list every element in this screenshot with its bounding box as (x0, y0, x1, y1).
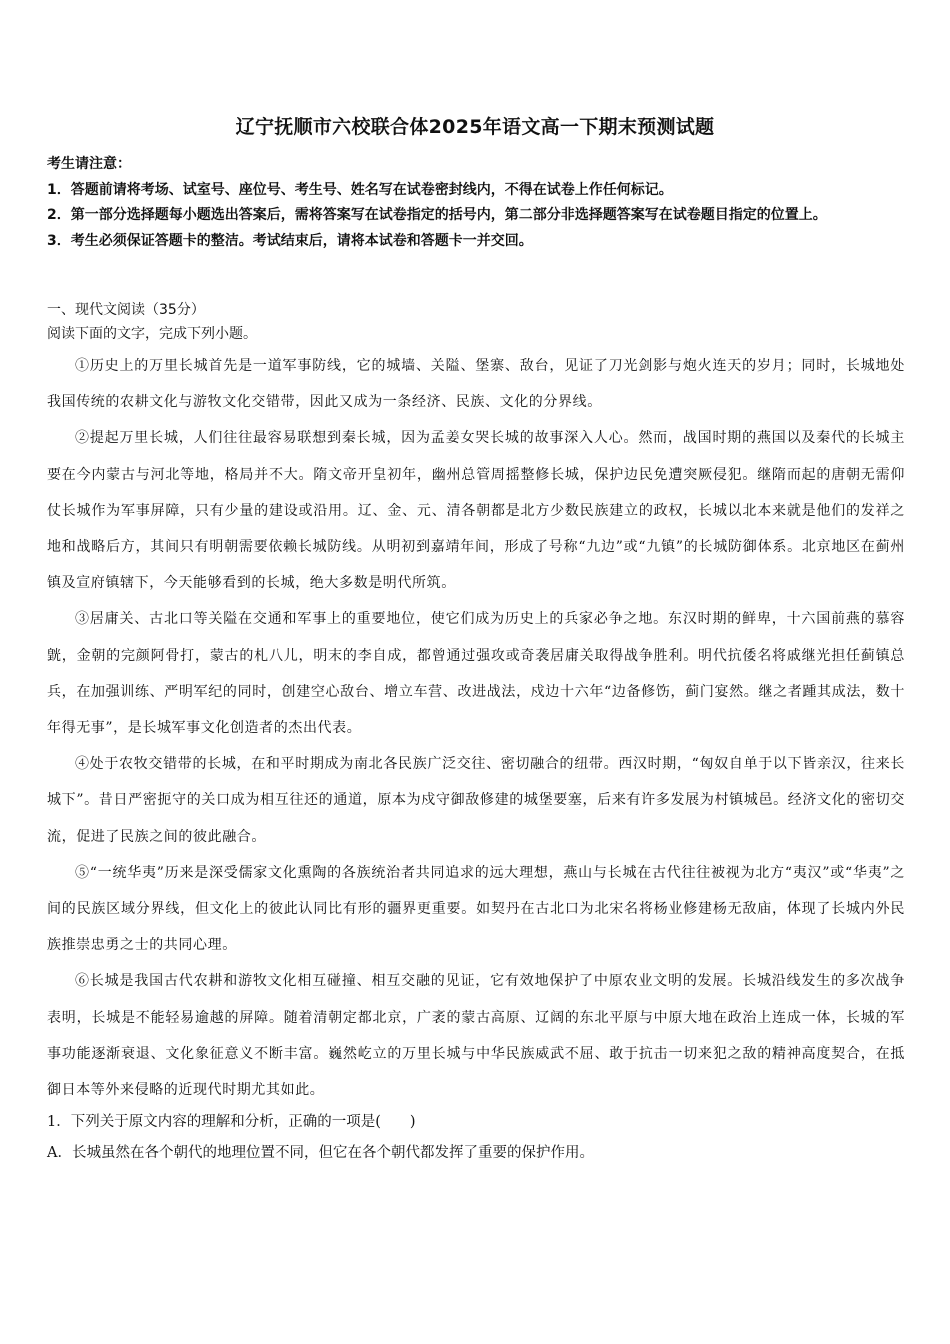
notice-heading: 考生请注意： (47, 156, 131, 172)
notice-item: 2．第一部分选择题每小题选出答案后，需将答案写在试卷指定的括号内，第二部分非选择题答案写在试卷题目指定的位置上。 (47, 207, 827, 223)
passage-paragraph-5: ⑤“一统华夷”历来是深受儒家文化熏陶的各族统治者共同追求的远大理想，燕山与长城在古代往往被视为北方“夷汉”或“华夷”之间的民族区域分界线，但文化上的彼此认同比有形的疆界更重要。如契丹在古北口为北宋名将杨业修建杨无敌庙，体现了长城内外民族推崇忠勇之士的共同心理。 (47, 864, 905, 954)
passage-paragraph-3: ③居庸关、古北口等关隘在交通和军事上的重要地位，使它们成为历史上的兵家必争之地。东汉时期的鲜卑，十六国前燕的慕容皝，金朝的完颜阿骨打，蒙古的札八儿，明末的李自成，都曾通过强攻或奇袭居庸关取得战争胜利。明代抗倭名将戚继光担任蓟镇总兵，在加强训练、严明军纪的同时，创建空心敌台、增立车营、改进战法，戍边十六年“边备修饬，蓟门宴然。继之者踵其成法，数十年得无事”，是长城军事文化创造者的杰出代表。 (47, 611, 905, 737)
section-instruction: 阅读下面的文字，完成下列小题。 (47, 326, 257, 342)
exam-title: 辽宁抚顺市六校联合体2025年语文高一下期末预测试题 (235, 116, 715, 138)
passage-paragraph-1: ①历史上的万里长城首先是一道军事防线，它的城墙、关隘、堡寨、敌台，见证了刀光剑影与炮火连天的岁月；同时，长城地处我国传统的农耕文化与游牧文化交错带，因此又成为一条经济、民族、文化的分界线。 (47, 358, 905, 411)
notice-item: 1．答题前请将考场、试室号、座位号、考生号、姓名写在试卷密封线内，不得在试卷上作任何标记。 (47, 181, 673, 198)
notice-item: 3．考生必须保证答题卡的整洁。考试结束后，请将本试卷和答题卡一并交回。 (47, 232, 533, 249)
passage-paragraph-2: ②提起万里长城，人们往往最容易联想到秦长城，因为孟姜女哭长城的故事深入人心。然而，战国时期的燕国以及秦代的长城主要在今内蒙古与河北等地，格局并不大。隋文帝开皇初年，幽州总管周摇整修长城，保护边民免遭突厥侵犯。继隋而起的唐朝无需仰仗长城作为军事屏障，只有少量的建设或沿用。辽、金、元、清各朝都是北方少数民族建立的政权，长城以北本来就是他们的发祥之地和战略后方，其间只有明朝需要依赖长城防线。从明初到嘉靖年间，形成了号称“九边”或“九镇”的长城防御体系。北京地区在蓟州镇及宣府镇辖下，今天能够看到的长城，绝大多数是明代所筑。 (47, 430, 905, 592)
reading-section (47, 298, 905, 1170)
passage-paragraph-6: ⑥长城是我国古代农耕和游牧文化相互碰撞、相互交融的见证，它有效地保护了中原农业文明的发展。长城沿线发生的多次战争表明，长城是不能轻易逾越的屏障。随着清朝定都北京，广袤的蒙古高原、辽阔的东北平原与中原大地在政治上连成一体，长城的军事功能逐渐衰退、文化象征意义不断丰富。巍然屹立的万里长城与中华民族威武不屈、敢于抗击一切来犯之敌的精神高度契合，在抵御日本等外来侵略的近现代时期尤其如此。 (47, 973, 905, 1099)
candidate-notice (47, 152, 905, 254)
section-heading: 一、现代文阅读（35分） (47, 302, 205, 318)
question-1-option-a: A．长城虽然在各个朝代的地理位置不同，但它在各个朝代都发挥了重要的保护作用。 (47, 1145, 594, 1162)
question-1: 1．下列关于原文内容的理解和分析，正确的一项是( ) (47, 1114, 416, 1131)
passage-paragraph-4: ④处于农牧交错带的长城，在和平时期成为南北各民族广泛交往、密切融合的纽带。西汉时期，“匈奴自单于以下皆亲汉，往来长城下”。昔日严密扼守的关口成为相互往还的通道，原本为戍守御敌修建的城堡要塞，后来有许多发展为村镇城邑。经济文化的密切交流，促进了民族之间的彼此融合。 (47, 756, 905, 845)
